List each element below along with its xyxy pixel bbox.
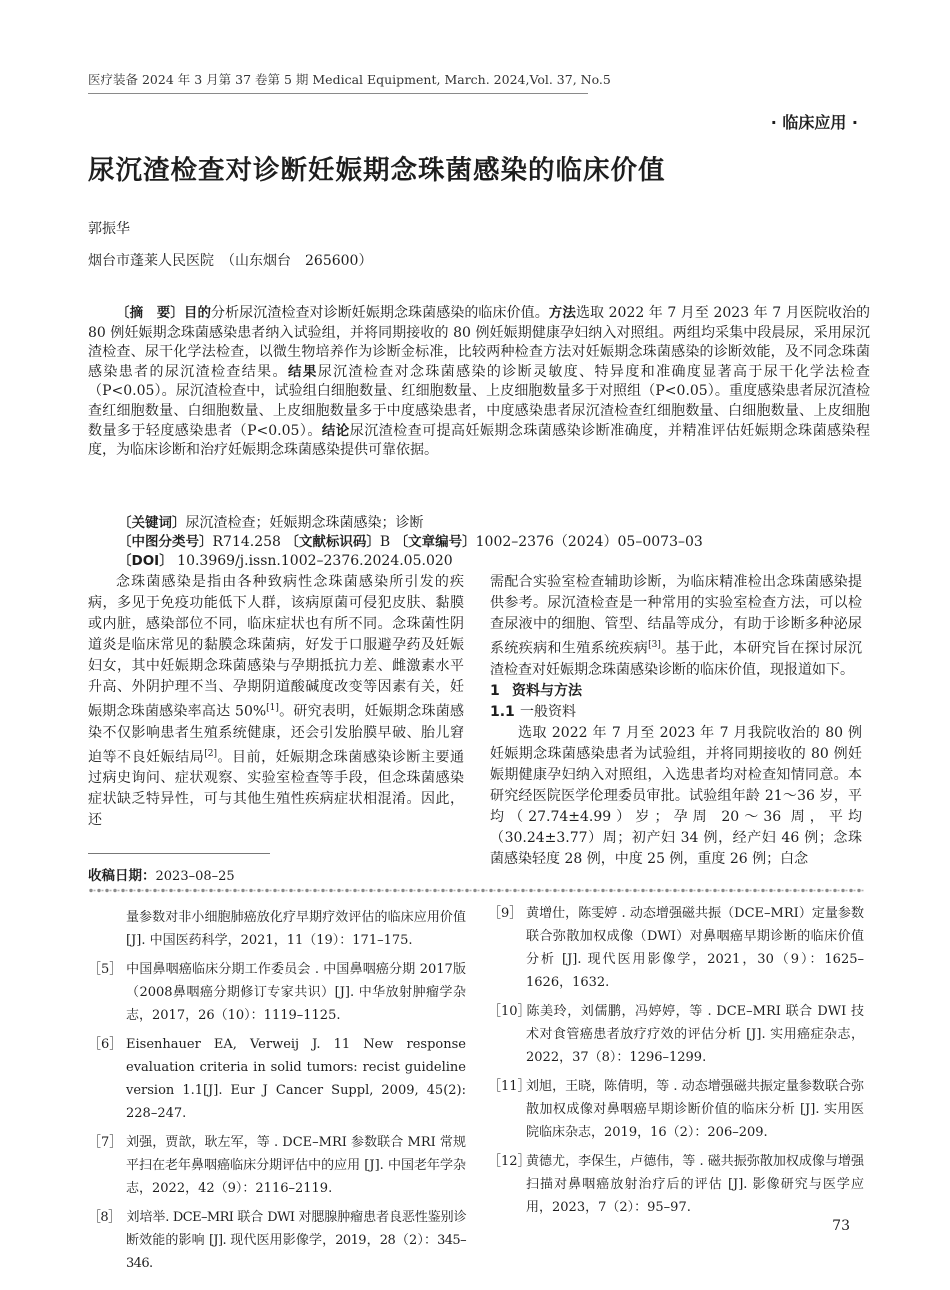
reference-item: ［6］ Eisenhauer EA, Verweij J. 11 New response evaluation criteria in solid tumors: recist guideline version 1.1[J]. Eur J Cancer Suppl, 2009, 45(2): 228–247. [88, 1037, 466, 1121]
running-header: 医疗装备 2024 年 3 月第 37 卷第 5 期 Medical Equipment, March. 2024,Vol. 37, No.5 [88, 72, 611, 87]
subsection-heading [490, 702, 862, 723]
abstract-result-label: 结果 [287, 363, 318, 380]
intro-text-1: 念珠菌感染是指由各种致病性念珠菌感染所引发的疾病，多见于免疫功能低下人群，该病原菌可侵犯皮肤、黏膜或内脏，感染部位不同，临床症状也有所不同。念珠菌性阴道炎是临床常见的黏膜念珠菌病，好发于口服避孕药及妊娠妇女，其中妊娠期念珠菌感染与孕期抵抗力差、雌激素水平升高、外阴护理不当、孕期阴道酸碱度改变等因素有关，妊娠期念珠菌感染率高达 50% [88, 574, 464, 720]
art-label: 〔文章编号〕 [394, 534, 476, 550]
section-heading [490, 681, 862, 702]
reference-item: ［5］ 中国鼻咽癌临床分期工作委员会 . 中国鼻咽癌分期 2017版（2008鼻咽癌分期修订专家共识）[J]. 中华放射肿瘤学杂志，2017，26（10）：1119–1125. [88, 962, 466, 1023]
footnote-rule [88, 853, 270, 854]
cls-value: R714.258 [212, 534, 281, 550]
art-value: 1002–2376（2024）05–0073–03 [475, 534, 703, 550]
abstract-conclusion-label: 结论 [321, 422, 350, 439]
intro-text-2: 。研究表明，妊娠期念珠菌感染不仅影响患者生殖系统健康，还会引发胎膜早破、胎儿窘迫等不良妊娠结局 [88, 703, 464, 766]
page-divider [88, 887, 864, 894]
reference-item: 量参数对非小细胞肺癌放化疗早期疗效评估的临床应用价值 [J]. 中国医药科学，2021，11（19）：171–175. [126, 910, 466, 948]
intro-text-4: 需配合实验室检查辅助诊断，为临床精准检出念珠菌感染提供参考。尿沉渣检查是一种常用的实验室检查方法，可以检查尿液中的细胞、管型、结晶等成分，有助于诊断多种泌尿系统疾病和生殖系统疾病 [490, 574, 862, 657]
page-number: 73 [832, 1218, 850, 1234]
doi-label: 〔DOI〕 [118, 553, 173, 569]
doc-label: 〔文献标识码〕 [285, 534, 380, 550]
cls-label: 〔中图分类号〕 [118, 534, 213, 550]
reference-item: ［7］ 刘强，贾歆，耿左军，等 . DCE–MRI 参数联合 MRI 常规平扫在老年鼻咽癌临床分期评估中的应用 [J]. 中国老年学杂志，2022，42（9）：2116–2119. [88, 1135, 466, 1196]
reference-item: ［9］ 黄增仕，陈雯婷 . 动态增强磁共振（DCE–MRI）定量参数联合弥散加权成像（DWI）对鼻咽癌早期诊断的临床价值分析 [J]. 现代医用影像学，2021，30（9）：1625–1626，1632. [488, 906, 864, 990]
reference-item: ［10］陈美玲，刘儒鹏，冯婷婷，等 . DCE–MRI 联合 DWI 技术对食管癌患者放疗疗效的评估分析 [J]. 实用癌症杂志，2022，37（8）：1296–1299. [488, 1004, 864, 1065]
author: 郭振华 [88, 221, 130, 237]
intro-text-3: 。目前，妊娠期念珠菌感染诊断主要通过病史询问、症状观察、实验室检查等手段，但念珠菌感染症状缺乏特异性，可与其他生殖性疾病症状相混淆。因此，还 [88, 749, 465, 829]
keywords-label: 〔关键词〕 [118, 515, 186, 531]
keywords [118, 514, 424, 534]
section-title: 资料与方法 [512, 682, 582, 699]
references-left [88, 906, 466, 1281]
doc-value: B [379, 534, 391, 550]
intro-text-5: 。基于此，本研究旨在探讨尿沉渣检查对妊娠期念珠菌感染诊断的临床价值，现报道如下。 [490, 640, 863, 678]
abstract-method: 选取 2022 年 7 月至 2023 年 7 月医院收治的 80 例妊娠期念珠菌感染患者纳入试验组，并将同期接收的 80 例妊娠期健康孕妇纳入对照组。两组均采集中段晨尿，采用尿沉渣检查、尿干化学法检查，以微生物培养作为诊断金标准，比较两种检查方法对妊娠期念珠菌感染的诊断效能，及不同念珠菌感染患者的尿沉渣检查结果。 [88, 305, 871, 380]
body-column-right [490, 572, 862, 870]
classification [118, 533, 703, 553]
references-right [488, 902, 864, 1225]
section-number: 1 [490, 682, 500, 699]
article-title: 尿沉渣检查对诊断妊娠期念珠菌感染的临床价值 [88, 155, 666, 186]
reference-item: ［8］ 刘培举. DCE–MRI 联合 DWI 对腮腺肿瘤患者良恶性鉴别诊断效能的影响 [J]. 现代医用影像学，2019，28（2）：345–346. [88, 1210, 466, 1271]
received-date [88, 864, 235, 884]
affiliation: 烟台市蓬莱人民医院 （山东烟台 265600） [88, 253, 373, 269]
subsection-title: 一般资料 [520, 703, 576, 720]
received-label: 收稿日期： [88, 868, 156, 884]
abstract-method-label: 方法 [548, 305, 576, 321]
citation-3: [3] [648, 640, 661, 650]
abstract-conclusion: 尿沉渣检查可提高妊娠期念珠菌感染诊断准确度，并精准评估妊娠期念珠菌感染程度，为临床诊断和治疗妊娠期念珠菌感染提供可靠依据。 [88, 422, 871, 459]
reference-item: ［11］刘旭，王晓，陈倩明，等 . 动态增强磁共振定量参数联合弥散加权成像对鼻咽癌早期诊断价值的临床分析 [J]. 实用医院临床杂志，2019，16（2）：206–209. [488, 1079, 864, 1140]
reference-item: ［12］黄德尤，李保生，卢德伟，等 . 磁共振弥散加权成像与增强扫描对鼻咽癌放射治疗后的评估 [J]. 影像研究与医学应用，2023，7（2）：95–97. [488, 1154, 864, 1215]
doi-value: 10.3969/j.issn.1002–2376.2024.05.020 [177, 553, 453, 569]
abstract [88, 304, 870, 461]
subsection-number: 1.1 [490, 703, 515, 720]
abstract-result: 尿沉渣检查对念珠菌感染的诊断灵敏度、特异度和准确度显著高于尿干化学法检查（P<0.05）。尿沉渣检查中，试验组白细胞数量、红细胞数量、上皮细胞数量多于对照组（P<0.05）。重度感染患者尿沉渣检查红细胞数量、白细胞数量、上皮细胞数量多于中度感染患者，中度感染患者尿沉渣检查红细胞数量、白细胞数量、上皮细胞数量多于轻度感染患者（P<0.05）。 [88, 363, 871, 439]
section-tag: · 临床应用 · [770, 113, 858, 132]
keywords-text: 尿沉渣检查；妊娠期念珠菌感染；诊断 [185, 515, 424, 531]
abstract-purpose-label: 目的 [183, 305, 212, 321]
materials-paragraph: 选取 2022 年 7 月至 2023 年 7 月我院收治的 80 例妊娠期念珠菌感染患者为试验组，并将同期接收的 80 例妊娠期健康孕妇纳入对照组，入选患者均对检查知情同意。本研究经医院医学伦理委员审批。试验组年龄 21～36 岁，平均（27.74±4.99）岁；孕周 20～36 周，平均（30.24±3.77）周；初产妇 34 例，经产妇 46 例；念珠菌感染轻度 28 例，中度 25 例，重度 26 例；白念 [490, 724, 862, 867]
intro-continued [490, 572, 862, 681]
body-column-left [88, 572, 464, 831]
citation-2: [2] [204, 748, 217, 759]
abstract-label: 〔摘 要〕 [116, 305, 184, 321]
header-rule [88, 93, 588, 94]
doi [118, 552, 453, 572]
received-value: 2023–08–25 [155, 869, 235, 884]
abstract-purpose: 分析尿沉渣检查对诊断妊娠期念珠菌感染的临床价值。 [211, 305, 549, 321]
citation-1: [1] [266, 703, 279, 713]
